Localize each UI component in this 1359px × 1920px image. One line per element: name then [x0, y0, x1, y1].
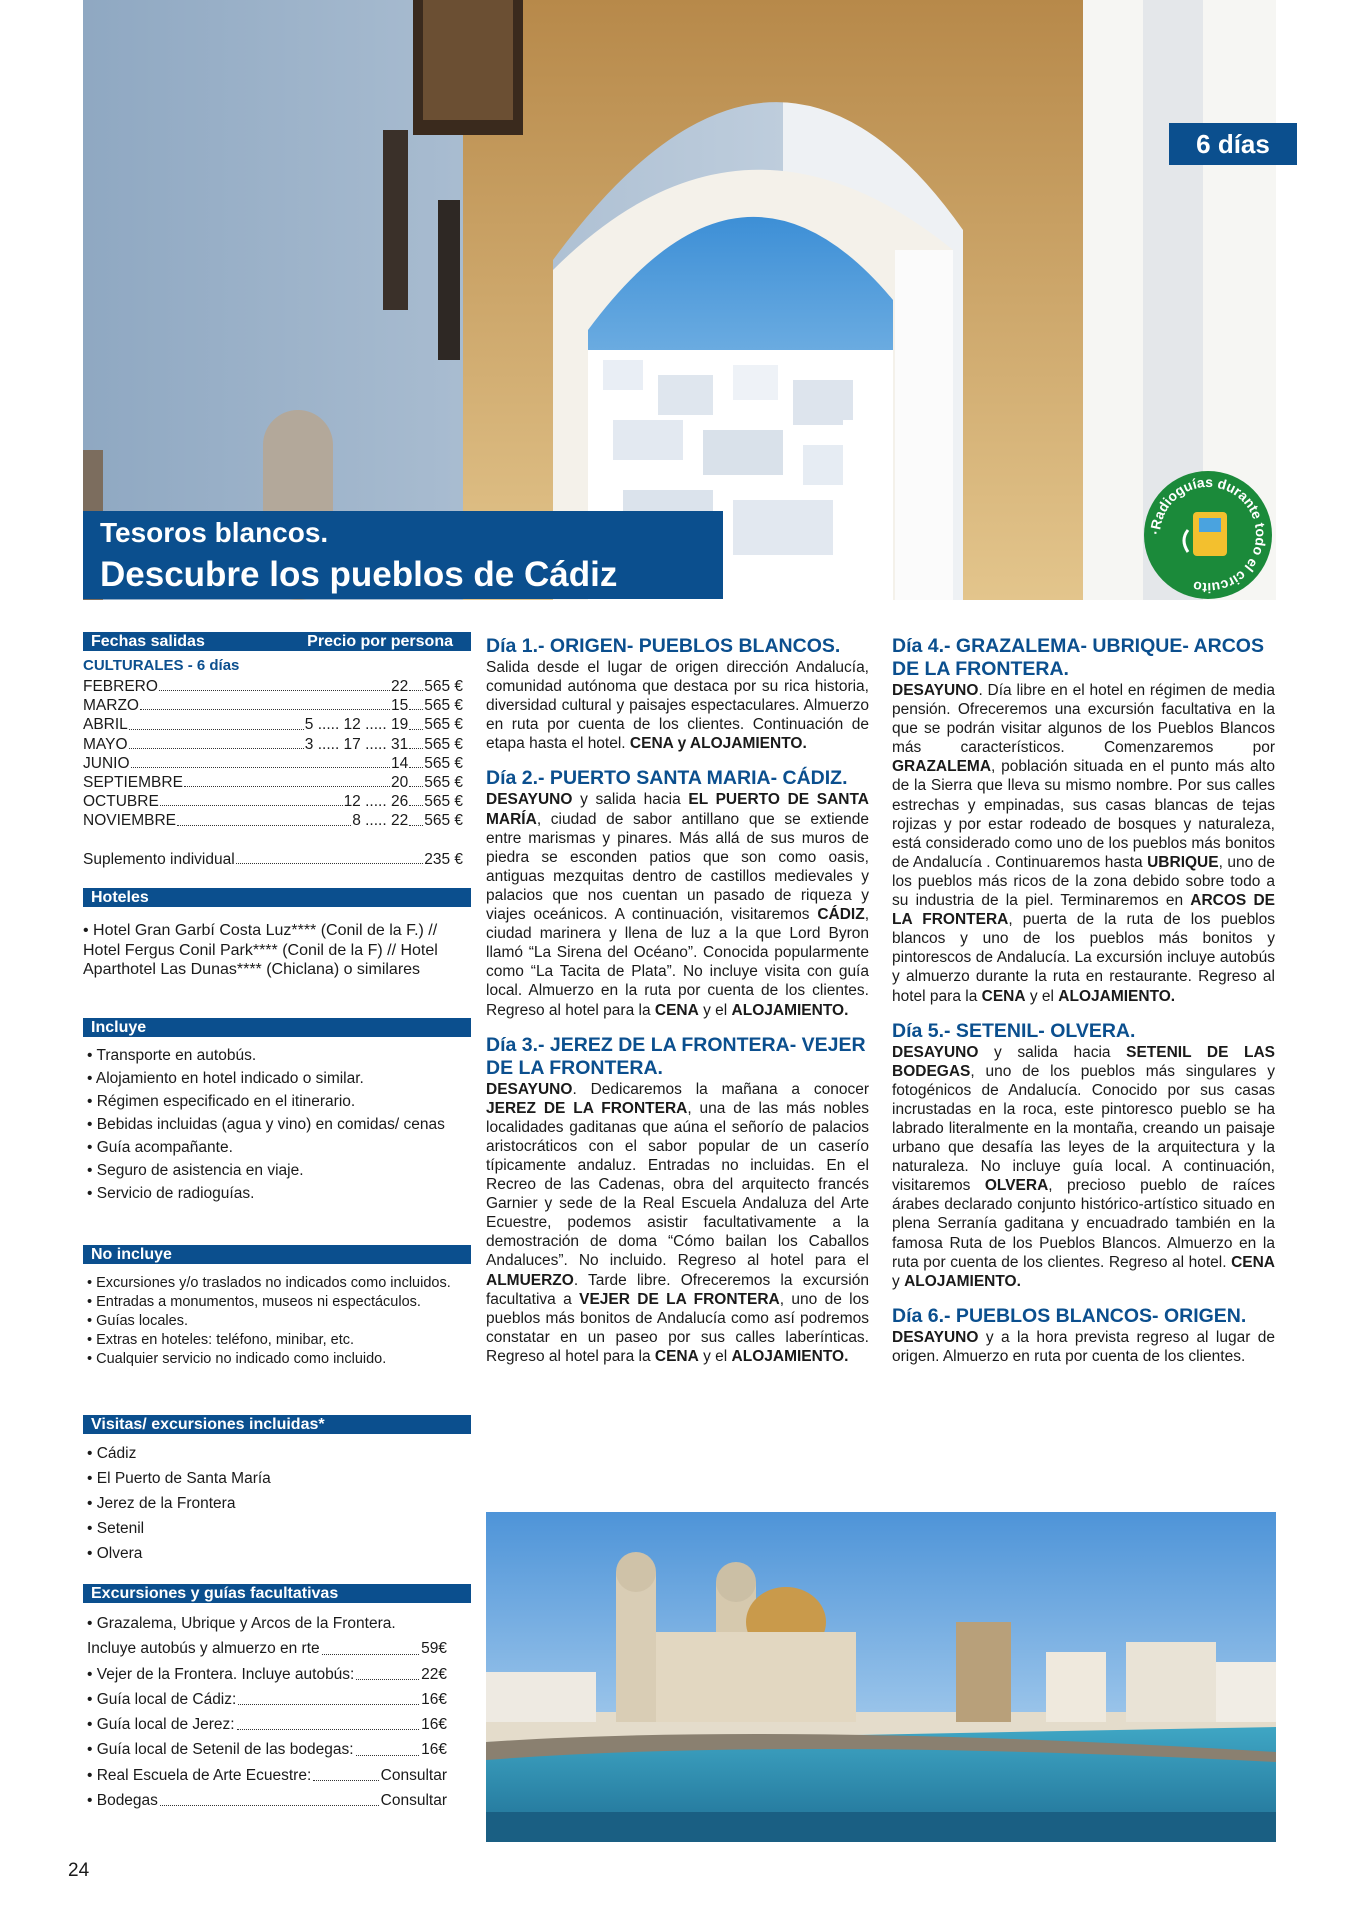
date-row	[83, 754, 463, 773]
radioguide-badge-text: ·Radioguías durante todo el circuito	[1146, 473, 1270, 597]
itinerary-col-2	[892, 635, 1275, 1380]
hotels-header: Hoteles	[83, 888, 471, 907]
day6-title: Día 6.- PUEBLOS BLANCOS- ORIGEN.	[892, 1304, 1247, 1327]
optional-item	[87, 1712, 447, 1737]
duration-badge: 6 días	[1169, 123, 1297, 165]
not-included-header: No incluye	[83, 1245, 471, 1264]
date-month: FEBRERO	[83, 678, 158, 695]
list-item: • Régimen especificado en el itinerario.	[87, 1090, 472, 1113]
day3-title: Día 3.- JEREZ DE LA FRONTERA- VEJER DE LA FRONTERA.	[486, 1033, 866, 1079]
optional-price: 16€	[421, 1690, 447, 1708]
date-month: ABRIL	[83, 716, 128, 734]
price-category: CULTURALES - 6 días	[83, 657, 240, 674]
optional-price: 16€	[421, 1741, 447, 1759]
date-days: 12 ..... 26	[343, 793, 409, 811]
optional-label: • Bodegas	[87, 1792, 158, 1810]
optional-price: 16€	[421, 1716, 447, 1734]
day1-text: Salida desde el lugar de origen dirección Andalucía, comunidad autónoma que destaca por su rica historia, diversidad cultural y paisajes espectaculares. Almuerzo en ruta por cuenta de los clientes. Continuación de etapa hasta el hotel. CENA y ALOJAMIENTO.	[486, 659, 869, 753]
prices-header	[83, 632, 471, 651]
day4-text: DESAYUNO. Día libre en el hotel en régimen de media pensión. Ofreceremos una excursión facultativa en la que se podrán visitar algunos de los Pueblos Blancos más característicos. Comenzaremos por GRAZALEMA, población situada en el punto más alto de la Sierra que lleva su mismo nombre. Por sus calles estrechas y empinadas, sus casas blancas de tejas rojizas y por estar rodeado de bosques y naturaleza, está considerado como uno de los pueblos más bonitos de Andalucía . Continuaremos hasta UBRIQUE, uno de los pueblos más ricos de la zona debido sobre todo a su industria de la piel. Terminaremos en ARCOS DE LA FRONTERA, puerta de la ruta de los pueblos blancos y uno de los pueblos más bonitos y pintorescos de Andalucía. La excursión incluye autobús y almuerzo durante la ruta en restaurante. Regreso al hotel para la CENA y el ALOJAMIENTO.	[892, 682, 1276, 1005]
day6-text: DESAYUNO y a la hora prevista regreso al lugar de origen. Almuerzo en ruta por cuenta de los clientes.	[892, 1328, 1275, 1365]
includes-list	[87, 1044, 472, 1205]
date-price: 565 €	[424, 754, 463, 772]
day1-title: Día 1.- ORIGEN- PUEBLOS BLANCOS.	[486, 635, 841, 657]
subtitle: Tesoros blancos.	[100, 517, 329, 548]
date-price: 565 €	[424, 678, 463, 695]
list-item: • Setenil	[87, 1516, 472, 1541]
single-supplement	[83, 850, 463, 869]
day5-title: Día 5.- SETENIL- OLVERA.	[892, 1019, 1136, 1042]
date-price: 565 €	[424, 716, 463, 734]
optional-label: Incluye autobús y almuerzo en rte	[87, 1640, 320, 1658]
optional-price: Consultar	[380, 1792, 447, 1810]
date-month: OCTUBRE	[83, 793, 159, 811]
date-row	[83, 735, 463, 754]
optional-price: 59€	[421, 1640, 447, 1658]
visits-list	[87, 1441, 472, 1566]
date-row	[83, 715, 463, 734]
list-item: • Seguro de asistencia en viaje.	[87, 1159, 472, 1182]
supplement-label: Suplemento individual	[83, 851, 235, 868]
list-item: • Guías locales.	[87, 1312, 472, 1331]
optional-price: 22€	[421, 1665, 447, 1683]
supplement-value: 235 €	[424, 851, 463, 868]
day2-text: DESAYUNO y salida hacia EL PUERTO DE SANTA MARÍA, ciudad de sabor antillano que se extiende entre marismas y pinares. Más allá de sus muros de piedra se esconden patios que son como oasis, antiguas mezquitas dentro de castillos medievales y palacios que nos cuentan un pasado de riqueza y viajes oceánicos. A continuación, visitaremos CÁDIZ, ciudad marinera y llena de luz a la que Lord Byron llamó “La Sirena del Océano”. Conocida popularmente como “La Tacita de Plata”. No incluye visita con guía local. Almuerzo en la ruta por cuenta de los clientes. Regreso al hotel para la CENA y el ALOJAMIENTO.	[486, 791, 870, 1019]
optional-label: • Real Escuela de Arte Ecuestre:	[87, 1766, 312, 1784]
day4-title: Día 4.- GRAZALEMA- UBRIQUE- ARCOS DE LA FRONTERA.	[892, 635, 1264, 680]
list-item: • Excursiones y/o traslados no indicados como incluidos.	[87, 1274, 472, 1293]
optional-item: • Grazalema, Ubrique y Arcos de la Frontera.	[87, 1615, 396, 1632]
optional-item	[87, 1788, 447, 1813]
date-price: 565 €	[424, 793, 463, 811]
hero-photo	[83, 0, 1276, 600]
date-days: 22	[390, 678, 409, 695]
date-month: SEPTIEMBRE	[83, 773, 183, 791]
title-banner	[83, 511, 723, 599]
date-row	[83, 677, 463, 696]
date-month: NOVIEMBRE	[83, 812, 177, 830]
date-days: 8 ..... 22	[352, 812, 409, 830]
date-row	[83, 773, 463, 792]
price-header: Precio por persona	[307, 633, 453, 650]
includes-header: Incluye	[83, 1018, 471, 1037]
date-month: MAYO	[83, 735, 128, 753]
list-item: • Alojamiento en hotel indicado o similar.	[87, 1067, 472, 1090]
list-item: • Cualquier servicio no indicado como incluido.	[87, 1350, 472, 1369]
date-days: 3 ..... 17 ..... 31	[304, 735, 409, 753]
itinerary-col-1	[486, 635, 869, 1380]
list-item: • Transporte en autobús.	[87, 1044, 472, 1067]
date-days: 15	[390, 697, 409, 715]
list-item: • Bebidas incluidas (agua y vino) en comidas/ cenas	[87, 1113, 472, 1136]
not-included-list	[87, 1274, 472, 1369]
visits-header: Visitas/ excursiones incluidas*	[83, 1415, 471, 1434]
radioguide-badge	[1143, 470, 1273, 600]
date-row	[83, 696, 463, 715]
page-number: 24	[68, 1860, 90, 1881]
date-row	[83, 811, 463, 830]
cadiz-cathedral-photo	[486, 1512, 1276, 1842]
dates-header: Fechas salidas	[91, 633, 205, 650]
optional-item	[87, 1737, 447, 1762]
list-item: • Extras en hoteles: teléfono, minibar, etc.	[87, 1331, 472, 1350]
date-days: 20	[390, 773, 409, 791]
day3-text: DESAYUNO. Dedicaremos la mañana a conocer JEREZ DE LA FRONTERA, una de las más nobles localidades gaditanas que aúna el señorío de palacios aristocráticos con el sabor popular de un caserío típicamente andaluz. Entradas no incluidas. En el Recreo de las Cadenas, obra del arquitecto francés Garnier y sede de la Real Escuela Andaluza del Arte Ecuestre, podemos asistir facultativamente a la demostración de doma “Cómo bailan los Caballos Andaluces”. No incluido. Regreso al hotel para el ALMUERZO. Tarde libre. Ofreceremos la excursión facultativa a VEJER DE LA FRONTERA, uno de los pueblos más bonitos de Andalucía como así podremos constatar en un paseo por sus calles laberínticas. Regreso al hotel para la CENA y el ALOJAMIENTO.	[486, 1080, 869, 1365]
list-item: • Jerez de la Frontera	[87, 1491, 472, 1516]
list-item: • Servicio de radioguías.	[87, 1182, 472, 1205]
day2-title: Día 2.- PUERTO SANTA MARIA- CÁDIZ.	[486, 767, 848, 790]
date-price: 565 €	[424, 773, 463, 791]
list-item: • Cádiz	[87, 1441, 472, 1466]
list-item: • Entradas a monumentos, museos ni espectáculos.	[87, 1293, 472, 1312]
optional-item	[87, 1687, 447, 1712]
date-price: 565 €	[424, 735, 463, 753]
page-title: Descubre los pueblos de Cádiz	[100, 555, 618, 594]
dates-table	[83, 677, 463, 831]
optional-item	[87, 1636, 447, 1661]
optional-label: • Vejer de la Frontera. Incluye autobús:	[87, 1665, 355, 1683]
date-row	[83, 792, 463, 811]
date-days: 14	[390, 754, 409, 772]
day5-text: DESAYUNO y salida hacia SETENIL DE LAS BODEGAS, uno de los pueblos más singulares y fotogénicos de Andalucía. Conocido por sus casas incrustadas en la roca, este pintoresco pueblo se ha labrado literalmente en la montaña, creando un paisaje urbano que desafía las leyes de la arquitectura y la naturaleza. No incluye guía local. A continuación, visitaremos OLVERA, precioso pueblo de raíces árabes declarado conjunto histórico-artístico situado en plena Serranía gaditana y encuadrado también en la famosa Ruta de los Pueblos Blancos. Almuerzo en la ruta por cuenta de los clientes. Regreso al hotel. CENA y ALOJAMIENTO.	[892, 1043, 1275, 1290]
optional-list	[87, 1611, 447, 1813]
date-days: 5 ..... 12 ..... 19	[304, 716, 409, 734]
date-month: JUNIO	[83, 754, 130, 772]
date-price: 565 €	[424, 697, 463, 715]
date-price: 565 €	[424, 812, 463, 830]
list-item: • Guía acompañante.	[87, 1136, 472, 1159]
optional-label: • Guía local de Setenil de las bodegas:	[87, 1741, 354, 1759]
list-item: • El Puerto de Santa María	[87, 1466, 472, 1491]
optional-item	[87, 1763, 447, 1788]
optional-label: • Guía local de Jerez:	[87, 1716, 235, 1734]
optional-price: Consultar	[380, 1766, 447, 1784]
optional-header: Excursiones y guías facultativas	[83, 1584, 471, 1603]
optional-label: • Guía local de Cádiz:	[87, 1690, 237, 1708]
hotels-text: • Hotel Gran Garbí Costa Luz**** (Conil de la F.) // Hotel Fergus Conil Park**** (Conil de la F) // Hotel Aparthotel Las Dunas**** (Chiclana) o similares	[83, 922, 438, 978]
optional-item	[87, 1662, 447, 1687]
date-month: MARZO	[83, 697, 139, 715]
list-item: • Olvera	[87, 1541, 472, 1566]
